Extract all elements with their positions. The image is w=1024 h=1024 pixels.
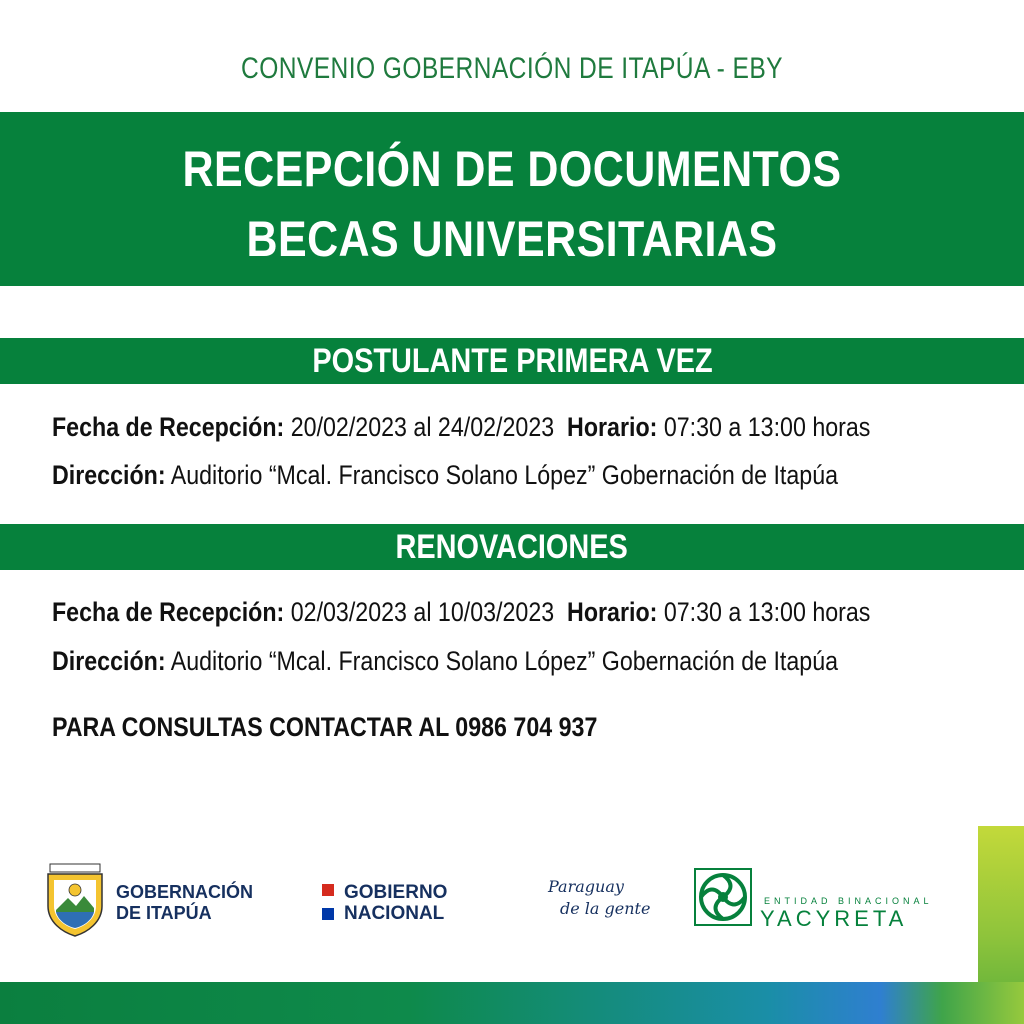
gobierno-line-1: GOBIERNO bbox=[344, 882, 448, 903]
section-heading-label: RENOVACIONES bbox=[395, 528, 629, 566]
direccion-label: Dirección: bbox=[52, 460, 166, 490]
fecha-label: Fecha de Recepción: bbox=[52, 597, 285, 627]
direccion-value: Auditorio “Mcal. Francisco Solano López” Gobernación de Itapúa bbox=[170, 460, 839, 490]
banner-title-line-1: RECEPCIÓN DE DOCUMENTOS bbox=[182, 141, 842, 197]
decorative-bottom-stripe bbox=[0, 982, 1024, 1024]
section-heading-renovaciones bbox=[0, 524, 1024, 570]
top-title: CONVENIO GOBERNACIÓN DE ITAPÚA - EBY bbox=[241, 52, 783, 85]
contact-line: PARA CONSULTAS CONTACTAR AL 0986 704 937 bbox=[52, 712, 598, 742]
yacyreta-small-text: ENTIDAD BINACIONAL bbox=[764, 896, 933, 906]
yacyreta-spiral-icon bbox=[694, 868, 752, 926]
banner-title-line-2: BECAS UNIVERSITARIAS bbox=[246, 211, 778, 267]
yacyreta-big-text: YACYRETA bbox=[760, 906, 908, 931]
gobernacion-itapua-logo bbox=[42, 862, 262, 938]
fecha-value: 02/03/2023 al 10/03/2023 bbox=[290, 597, 555, 627]
itapua-line-1: GOBERNACIÓN bbox=[116, 882, 254, 902]
horario-value: 07:30 a 13:00 horas bbox=[663, 412, 871, 442]
direccion-line-renovaciones bbox=[52, 646, 838, 677]
direccion-line-primera-vez bbox=[52, 460, 838, 491]
section-heading-primera-vez bbox=[0, 338, 1024, 384]
fecha-line-renovaciones bbox=[52, 597, 870, 628]
direccion-label: Dirección: bbox=[52, 646, 166, 676]
gobierno-nacional-logo bbox=[322, 880, 482, 930]
direccion-value: Auditorio “Mcal. Francisco Solano López” Gobernación de Itapúa bbox=[170, 646, 839, 676]
fecha-line-primera-vez bbox=[52, 412, 870, 443]
horario-label: Horario: bbox=[567, 597, 658, 627]
itapua-line-2: DE ITAPÚA bbox=[116, 903, 212, 923]
fecha-value: 20/02/2023 al 24/02/2023 bbox=[290, 412, 555, 442]
section-heading-label: POSTULANTE PRIMERA VEZ bbox=[311, 342, 713, 380]
itapua-shield-icon bbox=[42, 862, 108, 938]
horario-value: 07:30 a 13:00 horas bbox=[663, 597, 871, 627]
paraguay-de-la-gente-logo bbox=[548, 876, 658, 932]
paraguay-line-1: Paraguay bbox=[548, 877, 624, 896]
fecha-label: Fecha de Recepción: bbox=[52, 412, 285, 442]
yacyreta-logo bbox=[694, 868, 964, 930]
horario-label: Horario: bbox=[567, 412, 658, 442]
paraguay-line-2: de la gente bbox=[560, 899, 651, 918]
main-banner bbox=[0, 112, 1024, 286]
paraguay-flag-icon bbox=[322, 884, 334, 920]
gobierno-line-2: NACIONAL bbox=[344, 903, 445, 924]
